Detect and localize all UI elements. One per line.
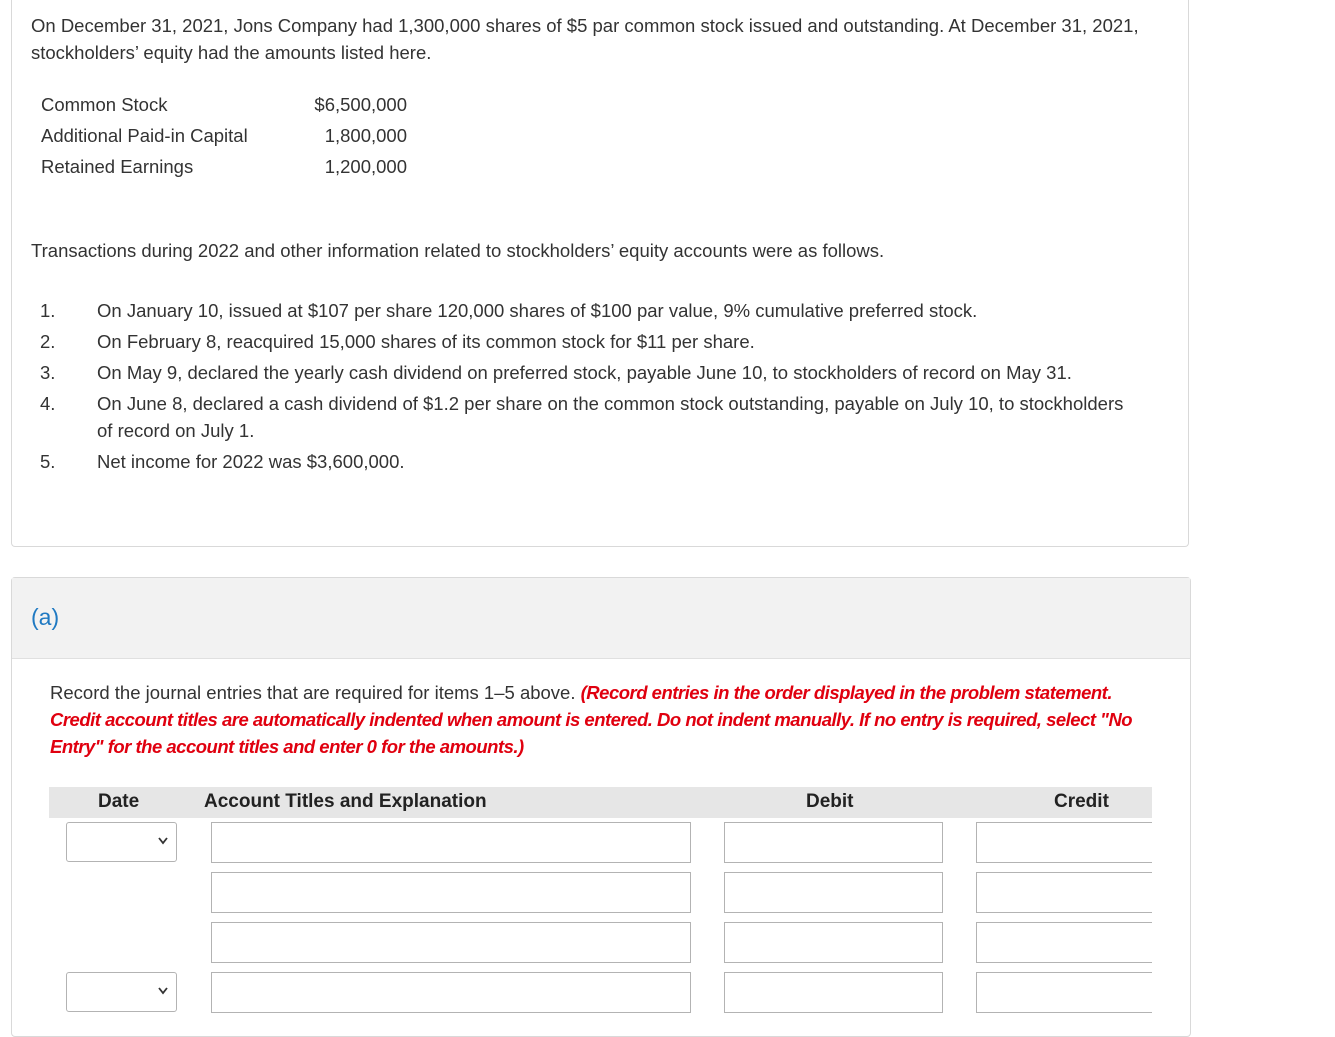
date-select[interactable] [66,822,177,862]
debit-input[interactable] [724,922,943,963]
item-text: Net income for 2022 was $3,600,000. [97,451,405,472]
item-text: On February 8, reacquired 15,000 shares of its common stock for $11 per share. [97,331,755,352]
header-account: Account Titles and Explanation [204,791,487,812]
list-item [40,390,1140,444]
chevron-down-icon [158,833,168,854]
credit-input[interactable] [976,822,1152,863]
header-date: Date [98,791,140,812]
list-item [40,448,1140,475]
list-item [40,359,1140,386]
item-number: 2. [40,331,56,352]
credit-input[interactable] [976,872,1152,913]
account-title-input[interactable] [211,922,691,963]
account-title-input[interactable] [211,872,691,913]
item-text: On May 9, declared the yearly cash dividend on preferred stock, payable June 10, to stockholders of record on May 31. [97,362,1072,383]
part-header [12,578,1190,659]
list-item [40,297,1140,324]
problem-intro: On December 31, 2021, Jons Company had 1,300,000 shares of $5 par common stock issued and outstanding. At December 31, 2021, stockholders’ equity had the amounts listed here. [31,15,1139,63]
account-title-input[interactable] [211,822,691,863]
debit-input[interactable] [724,872,943,913]
chevron-down-icon [158,983,168,1004]
date-select[interactable] [66,972,177,1012]
equity-label: Common Stock [41,94,168,115]
item-number: 1. [40,300,56,321]
equity-row-common-stock [41,94,407,125]
transactions-intro: Transactions during 2022 and other information related to stockholders’ equity accounts were as follows. [31,240,885,261]
header-credit: Credit [1054,791,1109,812]
credit-input[interactable] [976,972,1152,1013]
instructions [50,679,1140,760]
debit-input[interactable] [724,822,943,863]
part-label: (a) [31,604,60,630]
equity-label: Additional Paid-in Capital [41,125,248,146]
list-item [40,328,1140,355]
instruction-text: Record the journal entries that are required for items 1–5 above. [50,682,581,703]
equity-table [41,94,407,187]
header-debit: Debit [806,791,854,812]
item-number: 3. [40,362,56,383]
credit-input[interactable] [976,922,1152,963]
equity-amount: 1,200,000 [324,156,407,177]
debit-input[interactable] [724,972,943,1013]
equity-amount: $6,500,000 [314,94,407,115]
account-title-input[interactable] [211,972,691,1013]
equity-amount: 1,800,000 [324,125,407,146]
equity-row-retained-earnings [41,156,407,187]
equity-row-apic [41,125,407,156]
journal-table-header [49,787,1152,818]
item-number: 4. [40,393,56,414]
equity-label: Retained Earnings [41,156,194,177]
item-number: 5. [40,451,56,472]
item-text: On June 8, declared a cash dividend of $1.2 per share on the common stock outstanding, payable on July 10, to stockholders of record on July 1. [97,393,1124,441]
transaction-list [40,297,1140,479]
instruction-red-text: (Record entries in the order displayed in the problem statement. Credit account titles are automatically indented when amount is entered. Do not indent manually. If no entry is required, select "No Entry" for the account titles and enter 0 for the amounts.) [50,682,1133,757]
item-text: On January 10, issued at $107 per share 120,000 shares of $100 par value, 9% cumulative preferred stock. [97,300,978,321]
